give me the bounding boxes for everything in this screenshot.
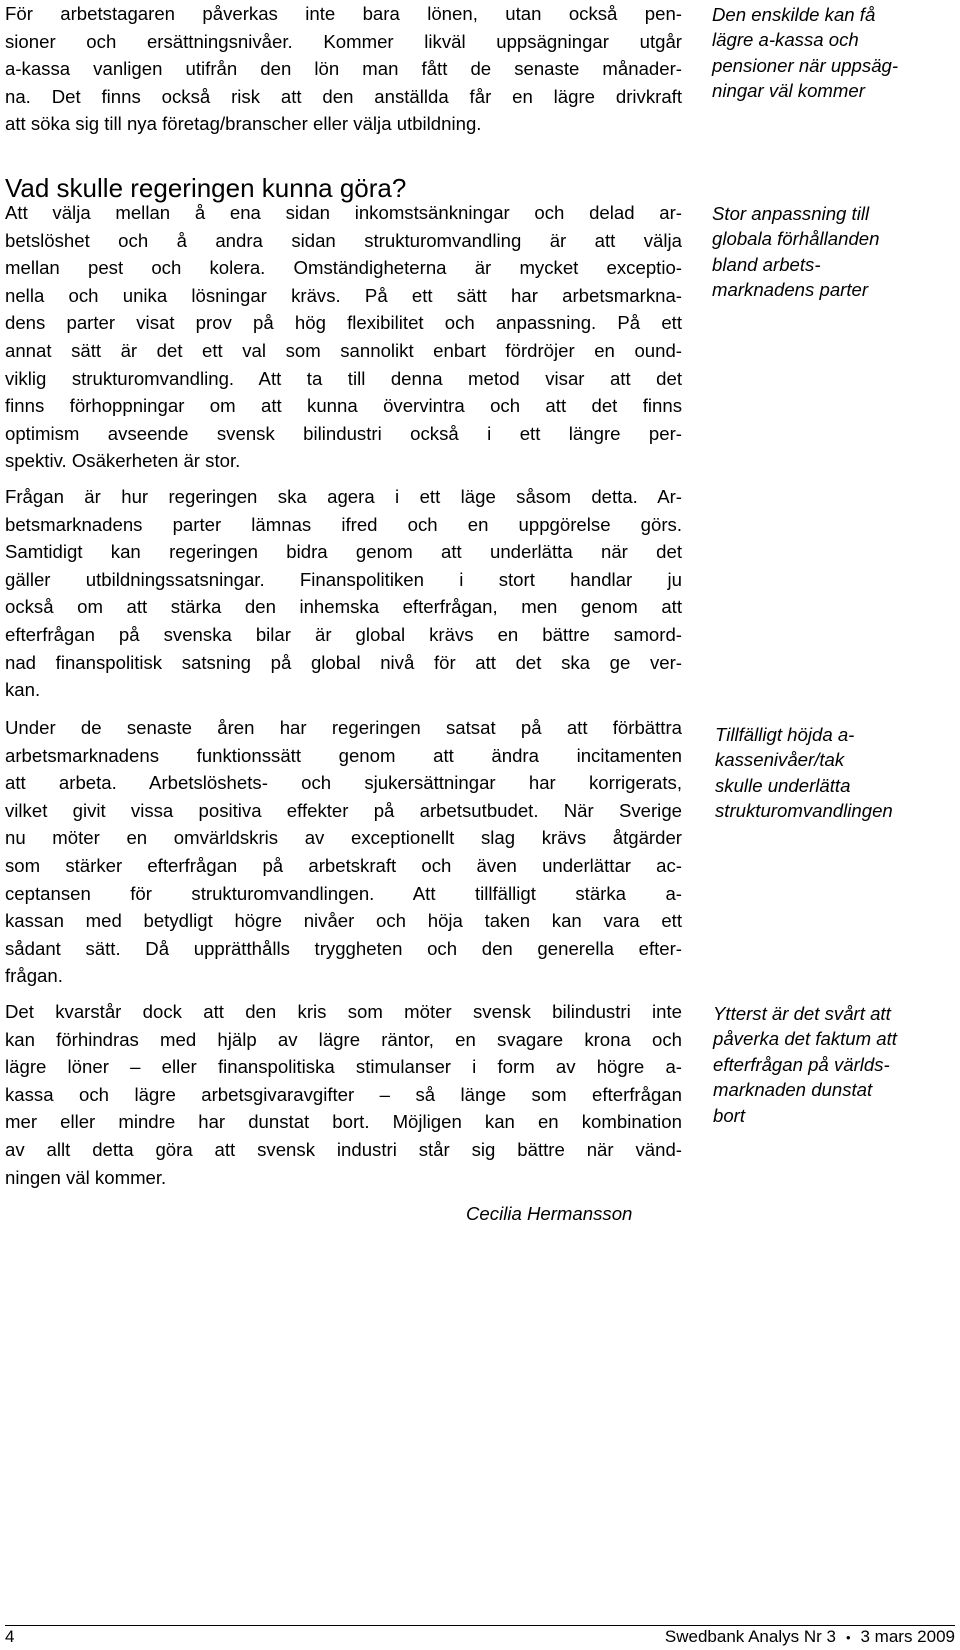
paragraph-line: att arbeta. Arbetslöshets- och sjukersättningar har korrigerats,	[5, 772, 682, 794]
paragraph-line: Det kvarstår dock att den kris som möter svensk bilindustri inte	[5, 1001, 682, 1022]
page-number: 4	[5, 1627, 15, 1646]
page-footer	[5, 1625, 955, 1649]
paragraph-line: spektiv. Osäkerheten är stor.	[5, 450, 241, 472]
paragraph-line: nu möter en omvärldskris av exceptionellt slag krävs åtgärder	[5, 827, 682, 849]
sidenote-line: marknaden dunstat	[713, 1079, 873, 1101]
sidenote-line: globala förhållanden	[712, 228, 880, 250]
paragraph-line: optimism avseende svensk bilindustri också i ett längre per-	[5, 422, 682, 444]
paragraph-line: kassan med betydligt högre nivåer och höja taken kan vara ett	[5, 910, 682, 932]
sidenote-line: Stor anpassning till	[712, 203, 870, 224]
sidenote-line: Den enskilde kan få	[712, 4, 876, 25]
paragraph-line: mer eller mindre har dunstat bort. Möjligen kan en kombination	[5, 1111, 682, 1133]
paragraph-line: betsmarknadens parter lämnas ifred och en uppgörelse görs.	[5, 513, 682, 535]
paragraph-line: att söka sig till nya företag/branscher eller välja utbildning.	[5, 113, 482, 135]
sidenote-line: bort	[713, 1104, 746, 1126]
paragraph-line: av allt detta göra att svensk industri står sig bättre när vänd-	[5, 1138, 682, 1160]
sidenote-line: Ytterst är det svårt att	[713, 1003, 891, 1024]
paragraph	[5, 998, 682, 1191]
author-signature: Cecilia Hermansson	[466, 1203, 633, 1224]
paragraph-line: Samtidigt kan regeringen bidra genom att underlätta när det	[5, 541, 682, 563]
sidenote-line: Tillfälligt höjda a-	[715, 724, 855, 745]
section-heading: Vad skulle regeringen kunna göra?	[5, 173, 407, 203]
paragraph-line: ceptansen för strukturomvandlingen. Att tillfälligt stärka a-	[5, 882, 682, 904]
paragraph	[5, 199, 682, 475]
paragraph-line: a-kassa vanligen utifrån den lön man fått de senaste månader-	[5, 58, 682, 80]
publication-date: 3 mars 2009	[860, 1627, 955, 1646]
sidenote-line: efterfrågan på världs-	[713, 1053, 890, 1075]
paragraph-line: kan förhindras med hjälp av lägre räntor, en svagare krona och	[5, 1028, 682, 1050]
sidenote-line: pensioner när uppsäg-	[712, 54, 899, 76]
paragraph	[5, 714, 682, 990]
bullet-separator: •	[845, 1630, 851, 1645]
paragraph-line: efterfrågan på svenska bilar är global krävs en bättre samord-	[5, 623, 682, 645]
sidenote-line: lägre a-kassa och	[712, 29, 859, 51]
paragraph-line: annat sätt är det ett val som sannolikt enbart fördröjer en ound-	[5, 339, 682, 361]
paragraph-line: vilket givit vissa positiva effekter på arbetsutbudet. När Sverige	[5, 799, 682, 821]
sidenote-line: påverka det faktum att	[713, 1028, 897, 1050]
paragraph-line: sioner och ersättningsnivåer. Kommer likväl uppsägningar utgår	[5, 30, 682, 52]
paragraph-line: För arbetstagaren påverkas inte bara lönen, utan också pen-	[5, 3, 682, 24]
paragraph-line: gäller utbildningssatsningar. Finanspolitiken i stort handlar ju	[5, 568, 682, 590]
paragraph-line: som stärker efterfrågan på arbetskraft och även underlättar ac-	[5, 854, 682, 876]
paragraph-line: na. Det finns också risk att den anställda får en lägre drivkraft	[5, 85, 682, 107]
paragraph-line: nad finanspolitisk satsning på global nivå för att det ska ge ver-	[5, 651, 682, 673]
sidenote-line: ningar väl kommer	[712, 80, 865, 102]
paragraph-line: nella och unika lösningar krävs. På ett sätt har arbetsmarkna-	[5, 284, 682, 306]
paragraph-line: Under de senaste åren har regeringen satsat på att förbättra	[5, 717, 682, 738]
paragraph-line: frågan.	[5, 965, 63, 987]
paragraph-line: kan.	[5, 679, 41, 701]
sidenote	[712, 201, 952, 303]
paragraph-line: också om att stärka den inhemska efterfrågan, men genom att	[5, 596, 682, 618]
sidenote	[713, 1001, 953, 1128]
paragraph-line: betslöshet och å andra sidan strukturomvandling är att välja	[5, 229, 682, 251]
paragraph-line: lägre löner – eller finanspolitiska stimulanser i form av högre a-	[5, 1056, 682, 1078]
paragraph-line: mellan pest och kolera. Omständigheterna är mycket exceptio-	[5, 257, 682, 279]
sidenote-line: marknadens parter	[712, 279, 869, 301]
paragraph-line: viklig strukturomvandling. Att ta till denna metod visar att det	[5, 367, 682, 389]
sidenote-line: skulle underlätta	[715, 774, 851, 796]
sidenote-line: strukturomvandlingen	[715, 800, 893, 822]
paragraph-line: arbetsmarknadens funktionssätt genom att ändra incitamenten	[5, 744, 682, 766]
sidenote	[712, 2, 952, 104]
paragraph-line: sådant sätt. Då upprätthålls tryggheten och den generella efter-	[5, 937, 682, 959]
paragraph-line: Frågan är hur regeringen ska agera i ett läge såsom detta. Ar-	[5, 486, 682, 507]
paragraph-line: dens parter visat prov på hög flexibilitet och anpassning. På ett	[5, 312, 682, 334]
paragraph-line: finns förhoppningar om att kunna övervintra och att det finns	[5, 395, 682, 417]
paragraph-line: kassa och lägre arbetsgivaravgifter – så länge som efterfrågan	[5, 1083, 682, 1105]
sidenote-line: bland arbets-	[712, 253, 821, 275]
sidenote	[715, 722, 955, 824]
publication-info	[665, 1625, 955, 1650]
paragraph	[5, 483, 682, 704]
sidenote-line: kassenivåer/tak	[715, 749, 845, 771]
paragraph-line: Att välja mellan å ena sidan inkomstsänkningar och delad ar-	[5, 202, 682, 223]
paragraph	[5, 0, 682, 138]
paragraph-line: ningen väl kommer.	[5, 1166, 167, 1188]
publication-name: Swedbank Analys Nr 3	[664, 1627, 836, 1646]
